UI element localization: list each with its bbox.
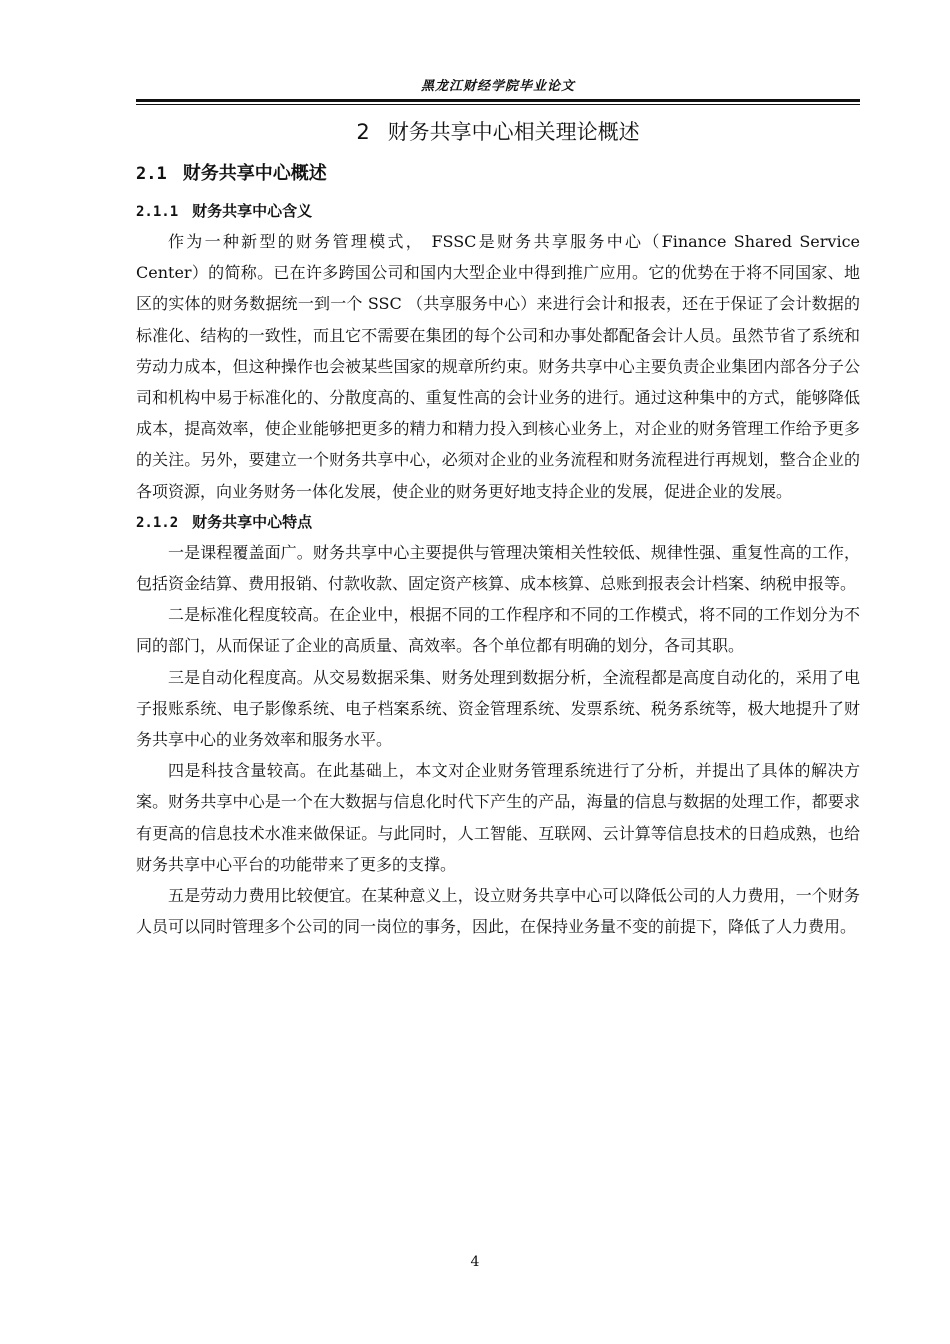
paragraph: 一是课程覆盖面广。财务共享中心主要提供与管理决策相关性较低、规律性强、重复性高的工作，包括资金结算、费用报销、付款收款、固定资产核算、成本核算、总账到报表会计档案、纳税申报等。 [136,542,860,594]
header-rule-thin [136,104,860,105]
paragraph: 三是自动化程度高。从交易数据采集、财务处理到数据分析，全流程都是高度自动化的，采用了电子报账系统、电子影像系统、电子档案系统、资金管理系统、发票系统、税务系统等，极大地提升了财务共享中心的业务效率和服务水平。 [136,667,860,750]
section-number: 2.1 [136,164,167,184]
paragraph: 五是劳动力费用比较便宜。在某种意义上，设立财务共享中心可以降低公司的人力费用，一个财务人员可以同时管理多个公司的同一岗位的事务，因此，在保持业务量不变的前提下，降低了人力费用。 [136,886,860,937]
section-title [136,152,860,196]
paragraph: 二是标准化程度较高。在企业中，根据不同的工作程序和不同的工作模式，将不同的工作划分为不同的部门，从而保证了企业的高质量、高效率。各个单位都有明确的划分，各司其职。 [136,605,860,656]
chapter-title-text: 财务共享中心相关理论概述 [387,120,640,144]
section-title-text: 财务共享中心概述 [182,163,327,184]
subsection-title [136,507,860,537]
subsection-title-text: 财务共享中心含义 [192,202,313,220]
subsection-title [136,196,860,226]
chapter-title [136,112,860,152]
chapter-number: 2 [356,120,370,144]
subsection-title-text: 财务共享中心特点 [192,512,313,531]
page-body [136,112,860,942]
header-rule-thick [136,99,860,102]
running-header: 黑龙江财经学院毕业论文 [420,79,575,94]
paragraph: 四是科技含量较高。在此基础上，本文对企业财务管理系统进行了分析，并提出了具体的解决方案。财务共享中心是一个在大数据与信息化时代下产生的产品，海量的信息与数据的处理工作，都要求有更高的信息技术水准来做保证。与此同时，人工智能、互联网、云计算等信息技术的日趋成熟，也给财务共享中心平台的功能带来了更多的支撑。 [136,761,860,874]
subsection-number: 2.1.1 [136,204,179,220]
subsection-number: 2.1.2 [136,514,179,531]
paragraph: 作为一种新型的财务管理模式， FSSC是财务共享服务中心（Finance Shared Service Center）的简称。已在许多跨国公司和国内大型企业中得到推广应用。它的优势在于将不同国家、地区的实体的财务数据统一到一个 SSC （共享服务中心）来进行会计和报表，还在于保证了会计数据的标准化、结构的一致性，而且它不需要在集团的每个公司和办事处都配备会计人员。虽然节省了系统和劳动力成本，但这种操作也会被某些国家的规章所约束。财务共享中心主要负责企业集团内部各分子公司和机构中易于标准化的、分散度高的、重复性高的会计业务的进行。通过这种集中的方式，能够降低成本，提高效率，使企业能够把更多的精力和精力投入到核心业务上，对企业的财务管理工作给予更多的关注。另外，要建立一个财务共享中心，必须对企业的业务流程和财务流程进行再规划，整合企业的各项资源，向业务财务一体化发展，使企业的财务更好地支持企业的发展，促进企业的发展。 [136,232,860,501]
page-number: 4 [470,1254,480,1270]
